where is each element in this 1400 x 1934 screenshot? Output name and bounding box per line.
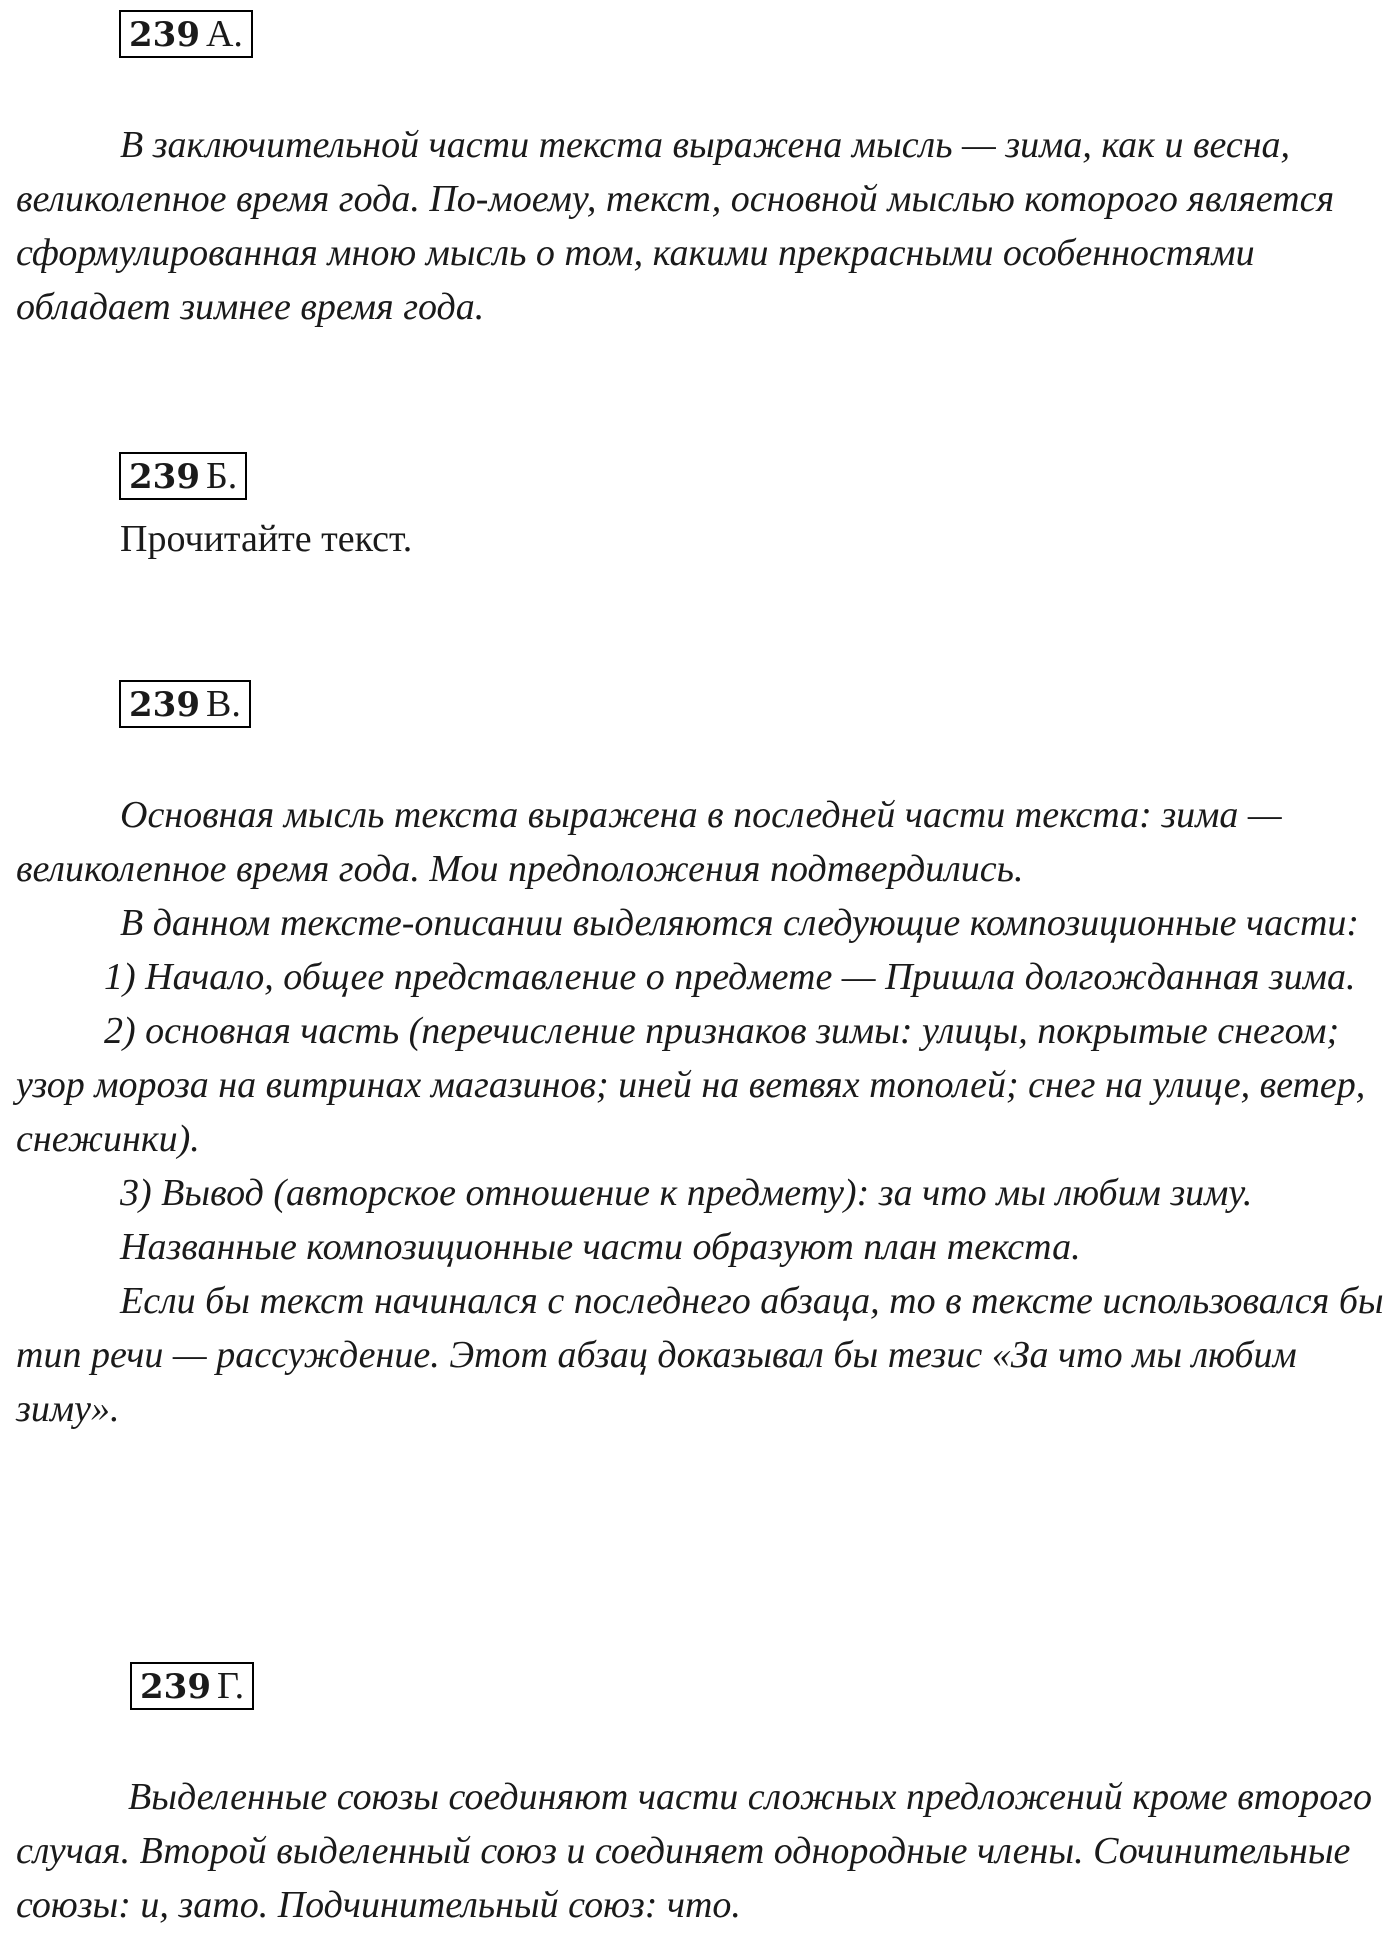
list-item: 2) основная часть (перечисление признаков зимы: улицы, покрытые снегом; узор мороза на витринах магазинов; иней на ветвях тополей; снег на улице, ветер, снежинки). xyxy=(16,1010,1366,1160)
task-number: 239 xyxy=(129,15,200,55)
task-letter: Б. xyxy=(205,455,238,497)
task-number-badge-a xyxy=(119,10,253,58)
task-number: 239 xyxy=(140,1667,211,1707)
answer-text-g xyxy=(16,1770,1386,1932)
task-number-badge-b xyxy=(119,452,247,500)
task-letter: Г. xyxy=(216,1665,245,1707)
task-number-badge-g xyxy=(130,1662,254,1710)
task-number: 239 xyxy=(129,685,200,725)
paragraph: Прочитайте текст. xyxy=(120,518,413,560)
list-item: 1) Начало, общее представление о предмете — Пришла долгожданная зима. xyxy=(104,956,1356,998)
answer-text-b xyxy=(16,512,1386,566)
task-letter: В. xyxy=(205,683,241,725)
list-item: 3) Вывод (авторское отношение к предмету): за что мы любим зиму. xyxy=(120,1172,1253,1214)
paragraph: Названные композиционные части образуют план текста. xyxy=(120,1226,1081,1268)
paragraph: В данном тексте-описании выделяются следующие композиционные части: xyxy=(120,902,1360,944)
task-number: 239 xyxy=(129,457,200,497)
answer-text-a xyxy=(16,118,1386,334)
paragraph: В заключительной части текста выражена мысль — зима, как и весна, великолепное время года. По-моему, текст, основной мыслью которого является сформулированная мною мысль о том, какими прекрасными особенностями обладает зимнее время года. xyxy=(16,124,1335,328)
paragraph: Основная мысль текста выражена в последней части текста: зима — великолепное время года. Мои предположения подтвердились. xyxy=(16,794,1282,890)
paragraph: Выделенные союзы соединяют части сложных предложений кроме второго случая. Второй выделенный союз и соединяет однородные члены. Сочинительные союзы: и, зато. Подчинительный союз: что. xyxy=(16,1776,1373,1926)
task-letter: А. xyxy=(205,13,243,55)
answer-text-v xyxy=(16,788,1386,1436)
task-number-badge-v xyxy=(119,680,251,728)
paragraph: Если бы текст начинался с последнего абзаца, то в тексте использовался бы тип речи — рассуждение. Этот абзац доказывал бы тезис «За что мы любим зиму». xyxy=(16,1280,1384,1430)
